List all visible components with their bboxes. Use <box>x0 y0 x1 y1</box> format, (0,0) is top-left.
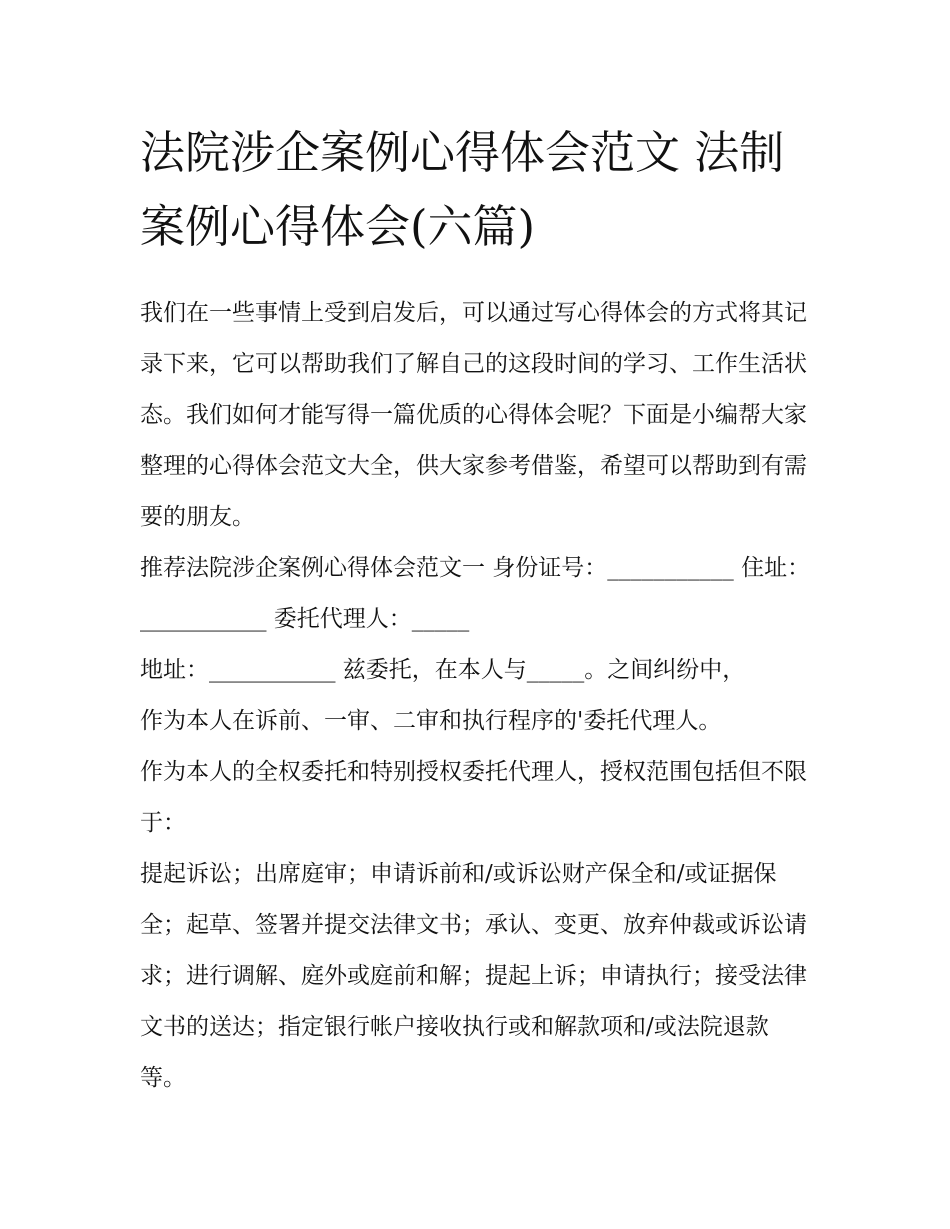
authorized-actions-paragraph: 提起诉讼；出席庭审；申请诉前和/或诉讼财产保全和/或证据保全；起草、签署并提交法律文书；承认、变更、放弃仲裁或诉讼请求；进行调解、庭外或庭前和解；提起上诉；申请执行；接受法律文书的送达；指定银行帐户接收执行或和解款项和/或法院退款等。 <box>140 861 807 1091</box>
document-title: 法院涉企案例心得体会范文 法制案例心得体会(六篇) <box>140 126 785 253</box>
authorization-scope-paragraph: 作为本人的全权委托和特别授权委托代理人，授权范围包括但不限于： <box>140 759 807 836</box>
document-body <box>140 116 812 1104</box>
agent-role-paragraph: 作为本人在诉前、一审、二审和执行程序的'委托代理人。 <box>140 708 722 734</box>
recommendation-paragraph: 推荐法院涉企案例心得体会范文一 身份证号：___________ 住址：___________ 委托代理人：_____ <box>140 555 811 632</box>
intro-paragraph: 我们在一些事情上受到启发后，可以通过写心得体会的方式将其记录下来，它可以帮助我们了解自己的这段时间的学习、工作生活状态。我们如何才能写得一篇优质的心得体会呢？下面是小编帮大家整理的心得体会范文大全，供大家参考借鉴，希望可以帮助到有需要的朋友。 <box>140 300 807 530</box>
address-paragraph: 地址：___________ 兹委托，在本人与_____。之间纠纷中， <box>140 657 746 683</box>
